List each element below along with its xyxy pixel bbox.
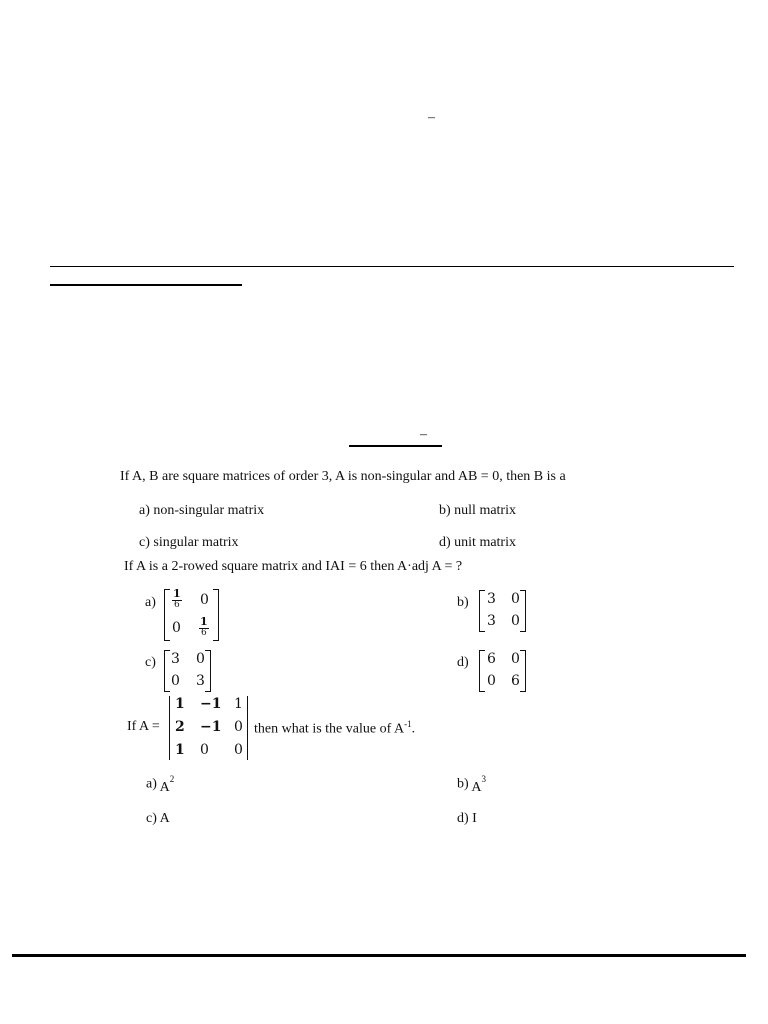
footer-rule — [12, 954, 746, 957]
q3-cell-31: 1 — [175, 742, 185, 758]
q2b-right-bracket — [520, 590, 526, 632]
q1-option-d: d) unit matrix — [439, 535, 516, 550]
q2d-cell-22: 6 — [511, 673, 520, 689]
fraction: $\frac{1}{6}$ — [173, 587, 181, 610]
section-rule-top — [50, 266, 734, 267]
q2b-cell-11: 3 — [487, 591, 496, 607]
mid-dash: – — [420, 427, 427, 442]
q3-suffix-text: then what is the value of A — [254, 721, 405, 737]
q2c-right-bracket — [205, 650, 211, 692]
q2-option-b-label: b) — [457, 595, 469, 610]
q3a-label: a) — [146, 776, 157, 792]
q3-cell-21: 2 — [175, 719, 185, 735]
q1-option-c: c) singular matrix — [139, 535, 239, 550]
q2a-cell-22 — [199, 616, 209, 638]
q2c-cell-12: 0 — [196, 651, 205, 667]
q2a-left-bracket — [164, 589, 170, 641]
q3-det-left-bar — [169, 696, 170, 760]
fraction: $\frac{1}{6}$ — [200, 615, 208, 638]
q2b-cell-21: 3 — [487, 613, 496, 629]
q3-option-c: c) A — [146, 811, 170, 826]
q2b-cell-12: 0 — [511, 591, 520, 607]
q2d-cell-12: 0 — [511, 651, 520, 667]
q3-suffix-sup: -1 — [404, 719, 412, 729]
q2d-cell-11: 6 — [487, 651, 496, 667]
q3-det-right-bar — [247, 696, 248, 760]
q3b-base: A — [471, 779, 482, 795]
q3-suffix-end: . — [411, 721, 416, 737]
q2c-left-bracket — [164, 650, 170, 692]
question-1-text: If A, B are square matrices of order 3, A is non-singular and AB = 0, then B is a — [120, 469, 566, 484]
q3-cell-13: 1 — [234, 696, 243, 712]
q3-cell-11: 1 — [175, 696, 185, 712]
q3-option-d: d) I — [457, 811, 477, 826]
q3-cell-23: 0 — [234, 719, 243, 735]
q1-option-b: b) null matrix — [439, 503, 516, 518]
q2a-cell-12: 0 — [200, 592, 209, 608]
question-3-suffix — [254, 719, 415, 738]
q2a-cell-21: 0 — [172, 620, 181, 636]
top-dash: – — [428, 110, 435, 125]
q2-option-d-label: d) — [457, 655, 469, 670]
q3-cell-32: 0 — [200, 742, 209, 758]
q3-option-b — [457, 774, 486, 793]
q2c-cell-21: 0 — [171, 673, 180, 689]
q3-cell-33: 0 — [234, 742, 243, 758]
q2c-cell-22: 3 — [196, 673, 205, 689]
q3b-sup: 3 — [481, 774, 487, 784]
q2a-cell-11 — [172, 588, 182, 610]
mid-underline — [349, 445, 442, 447]
q2d-right-bracket — [520, 650, 526, 692]
q2b-left-bracket — [479, 590, 485, 632]
q2b-cell-22: 0 — [511, 613, 520, 629]
q3-cell-12: −1 — [200, 696, 222, 712]
q2d-left-bracket — [479, 650, 485, 692]
q2d-cell-21: 0 — [487, 673, 496, 689]
question-3-prefix: If A = — [127, 719, 160, 734]
q2c-cell-11: 3 — [171, 651, 180, 667]
q2a-right-bracket — [213, 589, 219, 641]
section-rule-short — [50, 284, 242, 286]
q3b-label: b) — [457, 776, 469, 792]
q3a-base: A — [159, 779, 170, 795]
q3-option-a — [146, 774, 174, 793]
q1-option-a: a) non-singular matrix — [139, 503, 265, 518]
q2-option-a-label: a) — [145, 595, 156, 610]
q2-option-c-label: c) — [145, 655, 156, 670]
question-2-text: If A is a 2-rowed square matrix and IAI = 6 then A·adj A = ? — [124, 559, 463, 574]
q3a-sup: 2 — [169, 774, 175, 784]
q3-cell-22: −1 — [200, 719, 222, 735]
